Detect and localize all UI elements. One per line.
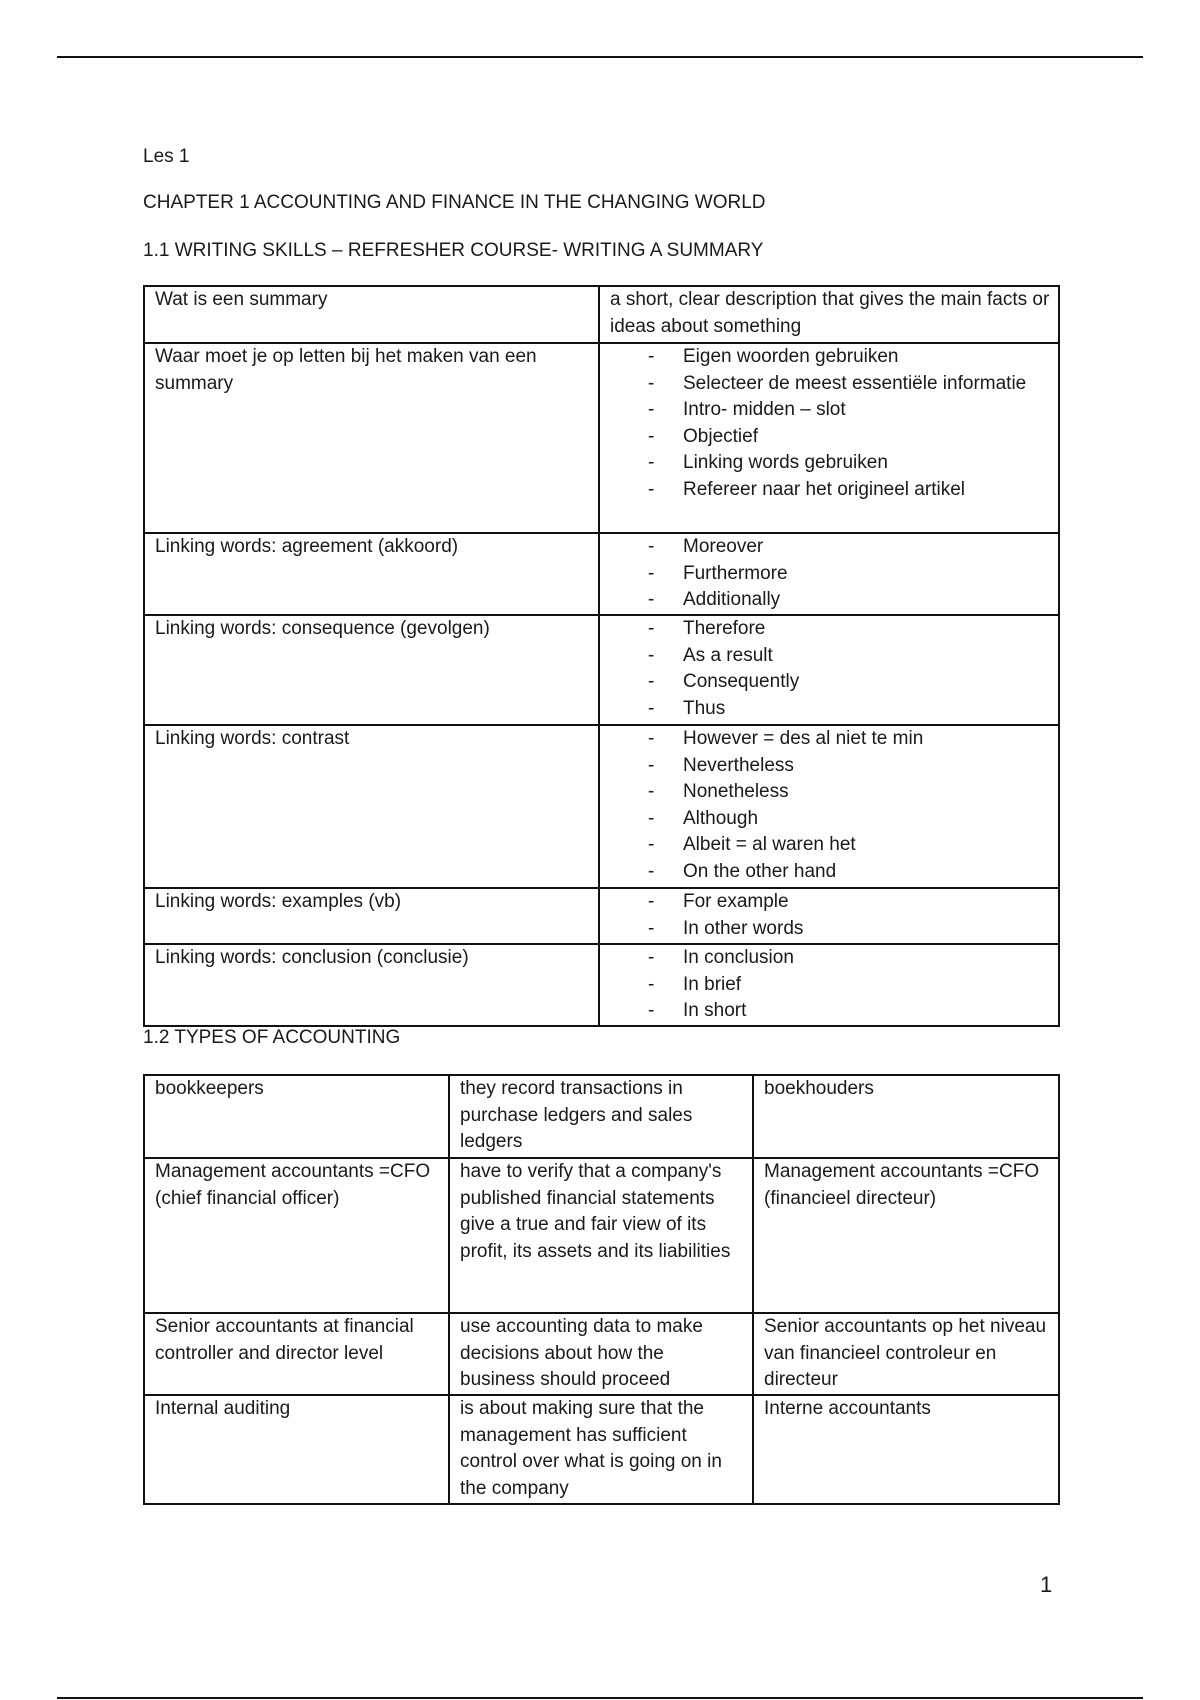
list-item: - Thus [610,696,1050,723]
accounting-row [144,1313,1059,1395]
summary-content [599,615,1059,725]
list-item: - Refereer naar het origineel artikel [610,477,1050,504]
section-1-1-title: 1.1 WRITING SKILLS – REFRESHER COURSE- WRITING A SUMMARY [143,240,764,261]
header-rule [57,56,1143,58]
list-item: - Moreover [610,534,1050,561]
summary-content [599,888,1059,944]
list-item: - Objectief [610,424,1050,451]
description-cell: is about making sure that the management has sufficient control over what is going on in the company [449,1395,753,1504]
summary-label: Wat is een summary [144,286,599,343]
summary-row [144,725,1059,888]
dash-list [610,889,1050,942]
dash-list [610,726,1050,885]
translation-cell: Senior accountants op het niveau van financieel controleur en directeur [753,1313,1059,1395]
role-cell: Senior accountants at financial controller and director level [144,1313,449,1395]
accounting-row [144,1395,1059,1504]
section-1-2-title: 1.2 TYPES OF ACCOUNTING [143,1027,401,1048]
summary-row [144,944,1059,1026]
translation-cell: Interne accountants [753,1395,1059,1504]
list-item: - In brief [610,972,1050,999]
dash-list [610,534,1050,614]
summary-row [144,343,1059,533]
summary-label: Linking words: examples (vb) [144,888,599,944]
role-cell: bookkeepers [144,1075,449,1158]
summary-row [144,615,1059,725]
list-item: - Therefore [610,616,1050,643]
list-item: - In conclusion [610,945,1050,972]
description-cell: they record transactions in purchase ledgers and sales ledgers [449,1075,753,1158]
list-item: - Consequently [610,669,1050,696]
list-item: - However = des al niet te min [610,726,1050,753]
summary-content [599,533,1059,615]
summary-label: Linking words: contrast [144,725,599,888]
summary-table [143,285,1060,1027]
translation-cell: Management accountants =CFO (financieel directeur) [753,1158,1059,1313]
lesson-label: Les 1 [143,146,190,167]
summary-content [599,343,1059,533]
summary-row [144,286,1059,343]
list-item: - In short [610,998,1050,1025]
list-item: - Furthermore [610,561,1050,588]
chapter-title: CHAPTER 1 ACCOUNTING AND FINANCE IN THE CHANGING WORLD [143,192,766,213]
summary-content [599,944,1059,1026]
dash-list [610,945,1050,1025]
summary-row [144,533,1059,615]
list-item: - Albeit = al waren het [610,832,1050,859]
dash-list [610,344,1050,503]
list-item: - As a result [610,643,1050,670]
summary-text: a short, clear description that gives the main facts or ideas about something [610,289,1050,337]
summary-row [144,888,1059,944]
list-item: - Nonetheless [610,779,1050,806]
dash-list [610,616,1050,722]
summary-label: Linking words: consequence (gevolgen) [144,615,599,725]
summary-label: Linking words: conclusion (conclusie) [144,944,599,1026]
list-item: - On the other hand [610,859,1050,886]
accounting-types-table [143,1074,1060,1505]
footer-rule [57,1697,1143,1699]
list-item: - In other words [610,916,1050,943]
role-cell: Internal auditing [144,1395,449,1504]
page-number: 1 [1040,1572,1053,1597]
list-item: - For example [610,889,1050,916]
list-item: - Intro- midden – slot [610,397,1050,424]
description-cell: have to verify that a company's published financial statements give a true and fair view of its profit, its assets and its liabilities [449,1158,753,1313]
role-cell: Management accountants =CFO (chief financial officer) [144,1158,449,1313]
accounting-row [144,1075,1059,1158]
summary-label: Waar moet je op letten bij het maken van een summary [144,343,599,533]
list-item: - Eigen woorden gebruiken [610,344,1050,371]
list-item: - Additionally [610,587,1050,614]
list-item: - Although [610,806,1050,833]
list-item: - Linking words gebruiken [610,450,1050,477]
accounting-row [144,1158,1059,1313]
summary-content [599,286,1059,343]
list-item: - Nevertheless [610,753,1050,780]
summary-label: Linking words: agreement (akkoord) [144,533,599,615]
description-cell: use accounting data to make decisions about how the business should proceed [449,1313,753,1395]
translation-cell: boekhouders [753,1075,1059,1158]
list-item: - Selecteer de meest essentiële informatie [610,371,1050,398]
summary-content [599,725,1059,888]
